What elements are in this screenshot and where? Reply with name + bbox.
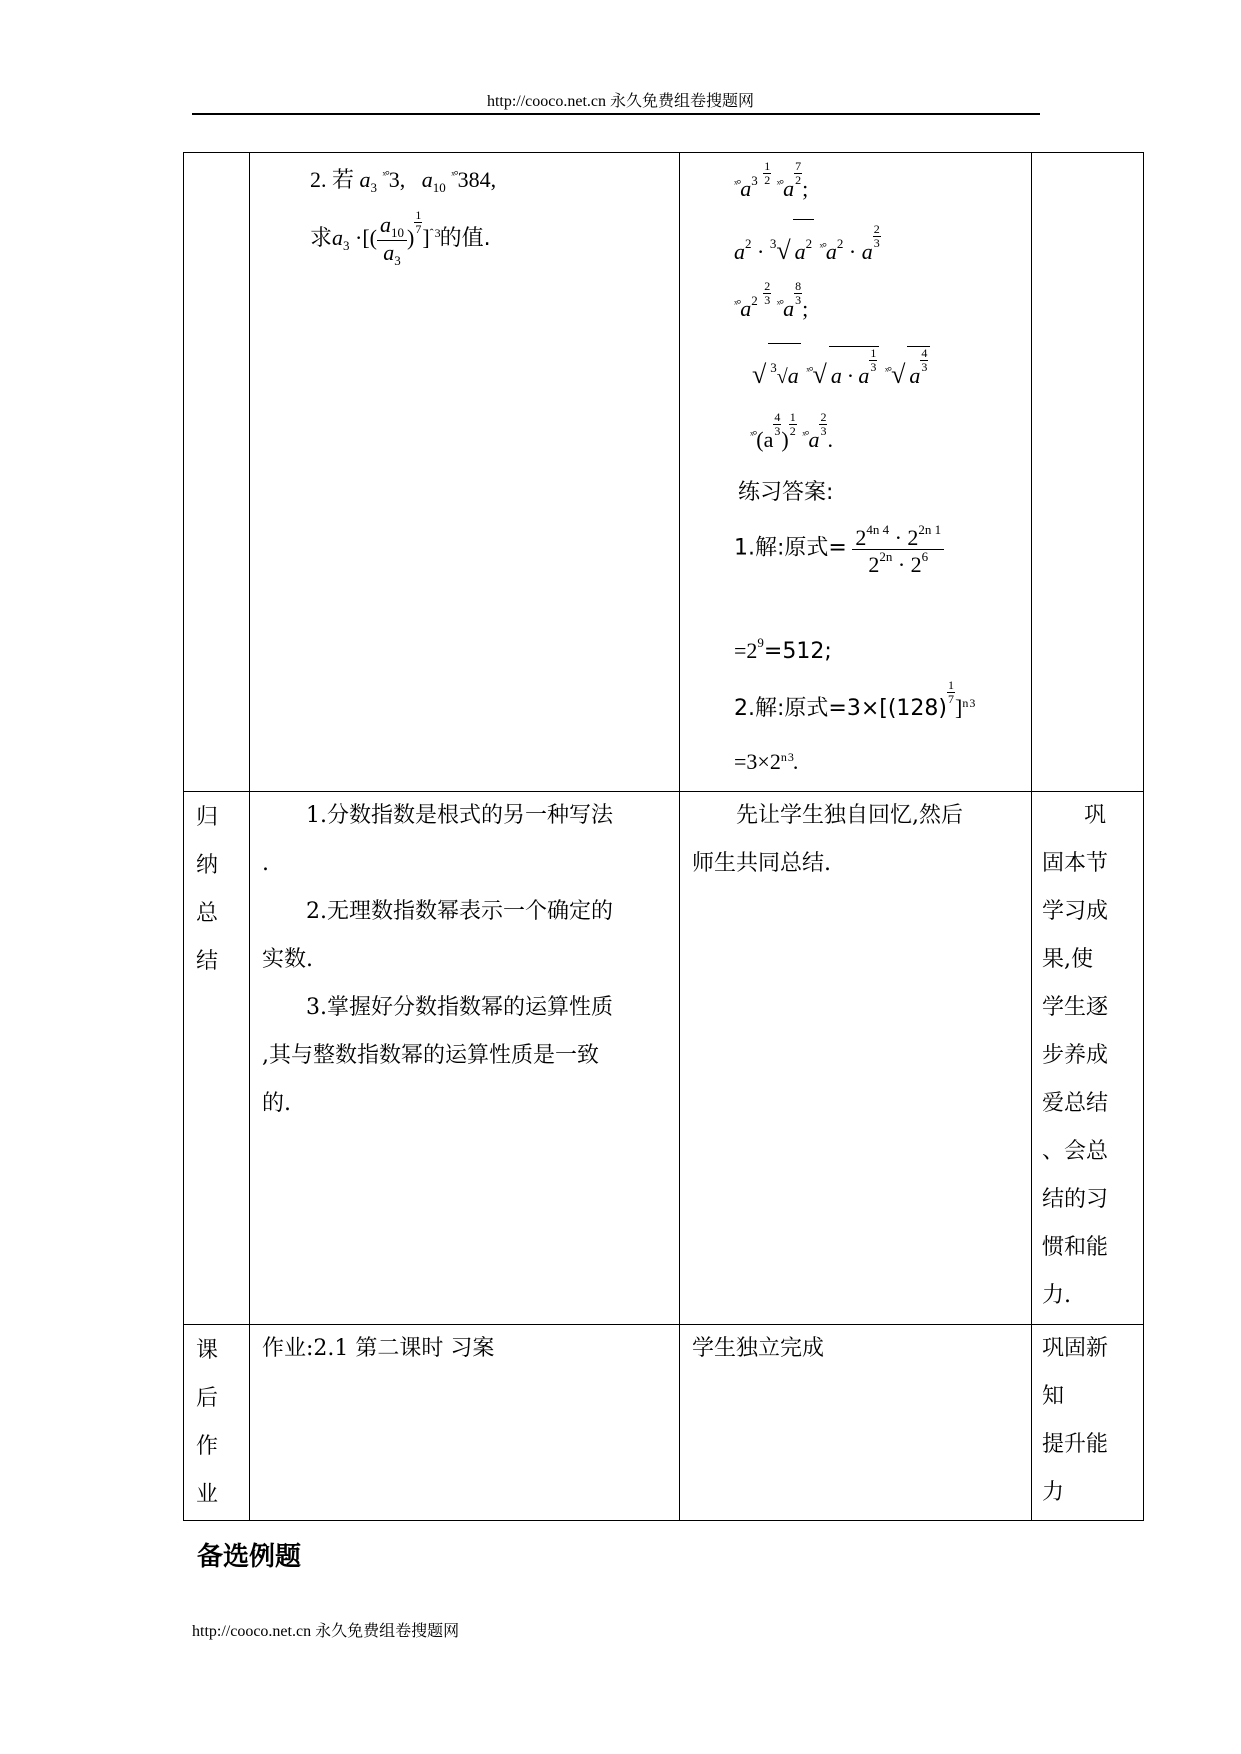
row3-content-cell — [250, 1325, 680, 1521]
purpose-line: 果,使 — [1042, 947, 1093, 972]
row3-label-cell — [184, 1325, 250, 1521]
homework-text: 作业:2.1 第二课时 习案 — [262, 1336, 495, 1361]
row3-label-char: 课 — [196, 1338, 219, 1363]
purpose-line: 固本节 — [1042, 851, 1109, 876]
work-line-1: $^{ˣ^\circ}a^3$ $\frac{1}{2}$ $^{ˣ^\circ}$a $\frac{7}{2}$ ; — [734, 158, 809, 201]
answer-2-line-2: $=3\times 2^{n 3}$. — [734, 749, 799, 774]
work-line-3: $^{ˣ^\circ}a^2$ $\frac{2}{3}$ $^{ˣ^\circ}$a $\frac{8}{3}$ ; — [734, 278, 809, 321]
purpose-line: 提升能 — [1042, 1432, 1109, 1457]
summary-line: 3.掌握好分数指数幂的运算性质 — [306, 995, 613, 1020]
row1-purpose-cell — [1032, 153, 1144, 792]
answer-1-line-1: 1.解:原式= $\frac{2^{4n 4} \cdot 2^{2n 1}}{2^{2n} \cdot 2^6}$ — [734, 523, 944, 576]
activity-line: 师生共同总结. — [692, 851, 831, 876]
row2-purpose-cell — [1032, 792, 1144, 1325]
purpose-line: 步养成 — [1042, 1043, 1109, 1068]
row3-label-char: 后 — [196, 1386, 219, 1411]
answer-1-line-2: $=2^9=512$; — [734, 635, 832, 664]
purpose-line: 学生逐 — [1042, 995, 1109, 1020]
page-footer: http://cooco.net.cn 永久免费组卷搜题网 — [192, 1623, 460, 1640]
summary-line: 的. — [262, 1091, 291, 1116]
purpose-line: 爱总结 — [1042, 1091, 1109, 1116]
row2-label-char: 结 — [196, 949, 219, 974]
row3-label-char: 业 — [196, 1482, 219, 1507]
work-line-5: $^{ˣ^\circ}$(a $\frac{4}{3}$ ) $\frac{1}{2}$ $^{ˣ^\circ}$a $\frac{2}{3}$ . — [750, 410, 833, 453]
row2-label-char: 总 — [196, 901, 219, 926]
answers-title: 练习答案: — [738, 480, 834, 505]
row3-activity-cell — [680, 1325, 1032, 1521]
activity-line: 先让学生独自回忆,然后 — [736, 803, 963, 828]
page-header: http://cooco.net.cn 永久免费组卷搜题网 — [486, 93, 755, 110]
row2-label-cell — [184, 792, 250, 1325]
problem-line-2: 求$a_3$ ·[( $\frac{a_{10}}{a_3}$ ) $\frac{1}{7}$ ]$^{ˆ 3}$的值. — [310, 208, 491, 268]
section-title: 备选例题 — [197, 1542, 302, 1572]
row1-work-cell — [680, 153, 1032, 792]
summary-line: 1.分数指数是根式的另一种写法 — [306, 803, 613, 828]
answer-2-line-1: 2.解:原式=3×[(128) $\frac{1}{7}$ ]$^{n 3}$ — [734, 678, 975, 722]
purpose-line: 结的习 — [1042, 1187, 1109, 1212]
work-line-4: √ $^3$√a $^{ˣ^\circ}$√ a · a $\frac{1}{3}$ $^{ˣ^\circ}$√ a $\frac{4}{3}$ — [752, 343, 930, 401]
row3-label-char: 作 — [196, 1434, 219, 1459]
purpose-line: 惯和能 — [1042, 1235, 1109, 1260]
summary-line: 2.无理数指数幂表示一个确定的 — [306, 899, 613, 924]
lesson-table — [183, 152, 1144, 1521]
table-row-homework — [184, 1325, 1144, 1521]
summary-line: ,其与整数指数幂的运算性质是一致 — [262, 1043, 599, 1068]
purpose-line: 、会总 — [1042, 1139, 1109, 1164]
problem-line-1: 2. 若 $a_3$ $^{ˣ^\circ}$3, $a_{10}$ $^{ˣ^\circ}$384, — [310, 167, 497, 195]
table-row-summary — [184, 792, 1144, 1325]
purpose-line: 知 — [1042, 1384, 1065, 1409]
summary-line: 实数. — [262, 947, 313, 972]
summary-line: . — [262, 851, 269, 876]
purpose-line: 巩 — [1084, 803, 1107, 828]
homework-activity: 学生独立完成 — [692, 1336, 825, 1361]
purpose-line: 力. — [1042, 1283, 1071, 1308]
row1-label-cell — [184, 153, 250, 792]
work-line-2: $a^2 \cdot ^3√$ $a^2$ $^{ˣ^\circ}a^2 \cdot a$ $\frac{2}{3}$ — [734, 219, 881, 276]
row2-label-char: 归 — [196, 805, 219, 830]
row2-activity-cell — [680, 792, 1032, 1325]
row1-problem-cell — [250, 153, 680, 792]
row2-content-cell — [250, 792, 680, 1325]
purpose-line: 力 — [1042, 1480, 1065, 1505]
row3-purpose-cell — [1032, 1325, 1144, 1521]
row2-label-char: 纳 — [196, 853, 219, 878]
header-rule — [192, 113, 1040, 115]
table-row-practice — [184, 153, 1144, 792]
purpose-line: 学习成 — [1042, 899, 1109, 924]
purpose-line: 巩固新 — [1042, 1336, 1109, 1361]
